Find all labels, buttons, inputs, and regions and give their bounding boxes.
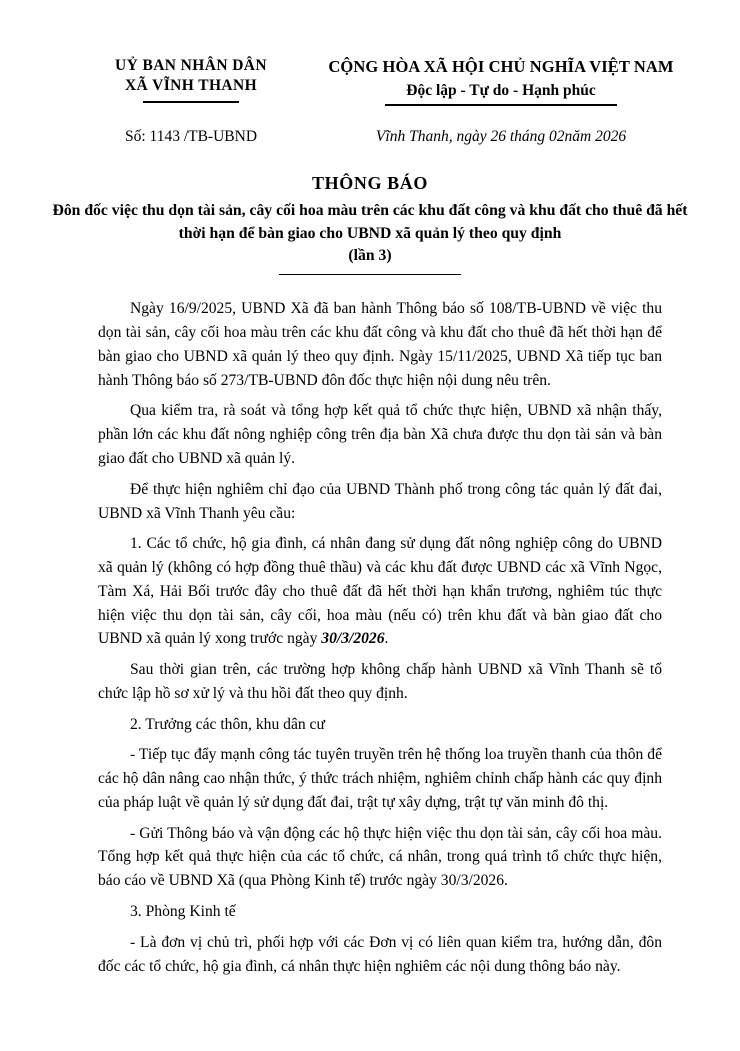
body-paragraph-4: Sau thời gian trên, các trường hợp không chấp hành UBND xã Vĩnh Thanh sẽ tổ chức lập hồ sơ xử lý và thu hồi đất theo quy định. xyxy=(98,661,662,702)
authority-underline-rule xyxy=(143,101,239,103)
issuing-authority-block xyxy=(60,56,322,103)
document-masthead xyxy=(0,0,740,106)
national-title: CỘNG HÒA XÃ HỘI CHỦ NGHĨA VIỆT NAM xyxy=(328,57,674,76)
body-item-3-bullet-1: - Là đơn vị chủ trì, phối hợp với các Đơn vị có liên quan kiểm tra, hướng dẫn, đôn đốc các tổ chức, hộ gia đình, cá nhân thực hiện nghiêm các nội dung thông báo này. xyxy=(98,933,662,975)
body-item-1 xyxy=(98,532,662,652)
issuing-authority-line2: XÃ VĨNH THANH xyxy=(124,77,258,95)
document-subject: Đôn đốc việc thu dọn tài sản, cây cối hoa màu trên các khu đất công và khu đất cho thuê đã hết thời hạn để bàn giao cho UBND xã quản lý theo quy định xyxy=(52,202,688,242)
body-item-1-tail: . xyxy=(384,630,389,648)
issuing-authority-line1: UỶ BAN NHÂN DÂN xyxy=(115,57,267,74)
document-subheader xyxy=(0,106,740,146)
body-item-3-heading: 3. Phòng Kinh tế xyxy=(130,903,236,920)
document-type-title: THÔNG BÁO xyxy=(312,172,428,193)
document-number: Số: 1143 /TB-UBND xyxy=(124,127,258,145)
body-paragraph-3: Để thực hiện nghiêm chỉ đạo của UBND Thành phố trong công tác quản lý đất đai, UBND xã Vĩnh Thanh yêu cầu: xyxy=(98,480,662,522)
motto-underline-rule xyxy=(385,104,617,106)
document-dateline: Vĩnh Thanh, ngày 26 tháng 02năm 2026 xyxy=(375,127,627,145)
document-round-label: (lần 3) xyxy=(348,246,392,264)
body-item-1-text: 1. Các tổ chức, hộ gia đình, cá nhân đang sử dụng đất nông nghiệp công do UBND xã quản lý (không có hợp đồng thuê thầu) và các khu đất được UBND các xã Vĩnh Ngọc, Tàm Xá, Hải Bối trước đây cho thuê đất đã hết thời hạn khẩn trương, nghiêm túc thực hiện việc thu dọn tài sản, cây cối, hoa màu (nếu có) trên khu đất và bàn giao đất cho UBND xã quản lý xong trước ngày xyxy=(98,535,662,648)
national-motto: Độc lập - Tự do - Hạnh phúc xyxy=(406,81,596,99)
body-item-2-heading: 2. Trưởng các thôn, khu dân cư xyxy=(130,715,325,733)
body-paragraph-2: Qua kiểm tra, rà soát và tổng hợp kết quả tổ chức thực hiện, UBND xã nhận thấy, phần lớn các khu đất nông nghiệp công trên địa bàn Xã chưa được thu dọn tài sản và bàn giao đất cho UBND xã quản lý. xyxy=(98,402,662,467)
document-title-block xyxy=(0,146,740,276)
body-item-2-bullet-1: - Tiếp tục đẩy mạnh công tác tuyên truyền trên hệ thống loa truyền thanh của thôn để các hộ dân nâng cao nhận thức, ý thức trách nhiệm, nghiêm chỉnh chấp hành các quy định của pháp luật về quản lý sử dụng đất đai, trật tự xây dựng, trật tự văn minh đô thị. xyxy=(98,746,662,811)
body-item-1-deadline: 30/3/2026 xyxy=(321,630,385,648)
document-body xyxy=(0,275,740,979)
body-item-2-bullet-2: - Gửi Thông báo và vận động các hộ thực hiện việc thu dọn tài sản, cây cối hoa màu. Tổng hợp kết quả thực hiện của các tổ chức, cá nhân, trong quá trình tổ chức thực hiện, báo cáo về UBND Xã (qua Phòng Kinh tế) trước ngày 30/3/2026. xyxy=(98,824,662,890)
body-paragraph-1: Ngày 16/9/2025, UBND Xã đã ban hành Thông báo số 108/TB-UBND về việc thu dọn tài sản, cây cối hoa màu trên các khu đất công và khu đất cho thuê đã hết thời hạn để bàn giao cho UBND xã quản lý theo quy định. Ngày 15/11/2025, UBND Xã tiếp tục ban hành Thông báo số 273/TB-UBND đôn đốc thực hiện nội dung nêu trên. xyxy=(98,300,662,389)
national-heading-block xyxy=(322,56,680,106)
